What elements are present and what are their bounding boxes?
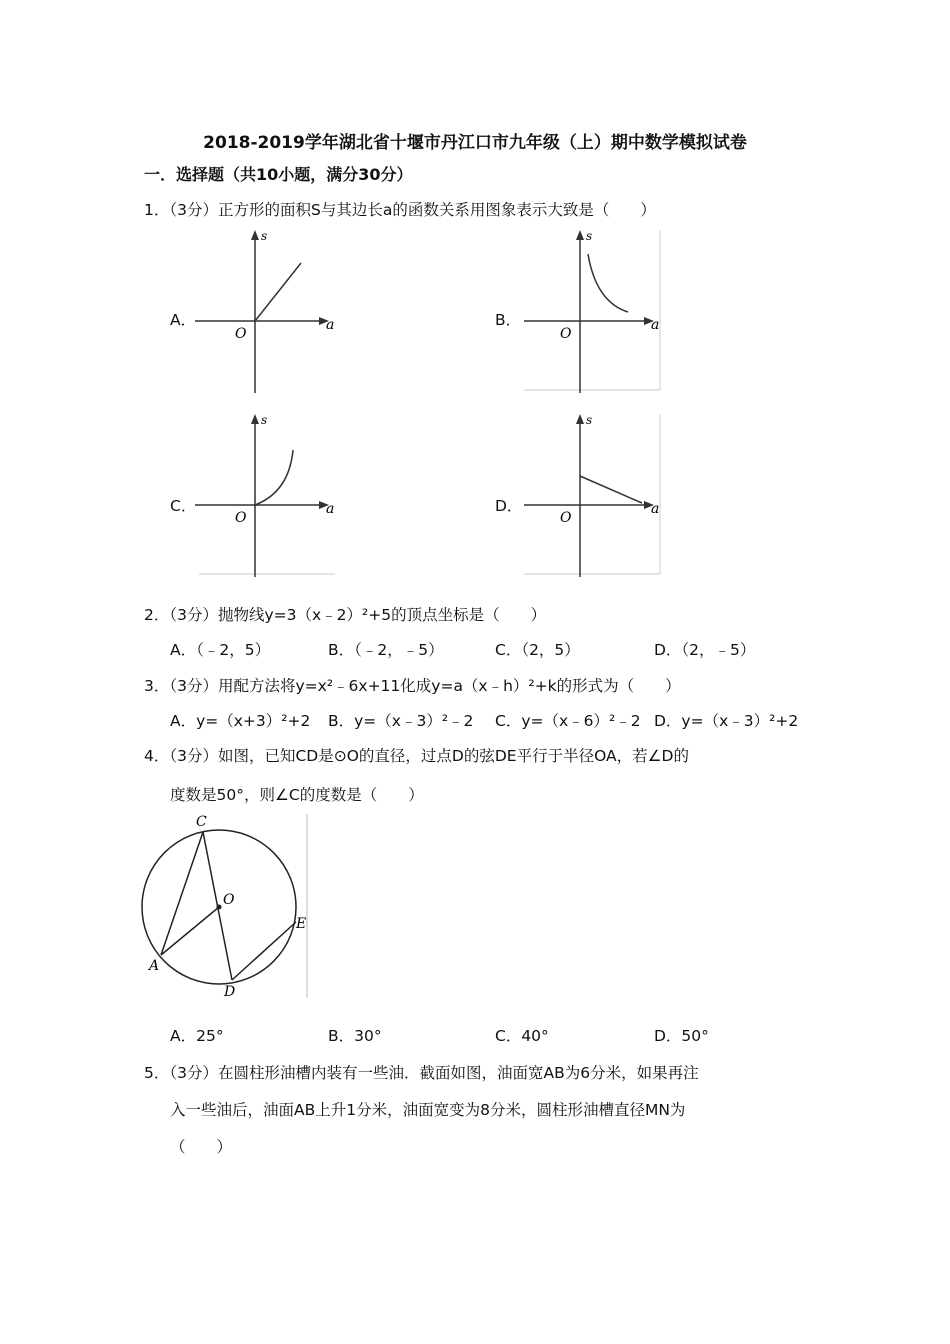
question-number: 2． [144,606,170,624]
y-axis-arrow-icon [251,230,259,240]
origin-label: O [560,510,572,526]
circle-figure [140,812,312,1002]
q2-option-b: B．（﹣2，﹣5） [328,641,444,659]
question-text: （3分）抛物线y=3（x﹣2）²+5的顶点坐标是（ ） [169,606,547,624]
question-5-line-3: （ ） [170,1138,233,1156]
question-4-line-2: 度数是50°，则∠C的度数是（ ） [170,786,424,804]
q2-option-c: C．（2，5） [495,641,580,659]
question-text: （3分）用配方法将y=x²﹣6x+11化成y=a（x﹣h）²+k的形式为（ ） [169,677,681,695]
question-number: 4． [144,747,170,765]
q4-option-c: C．40° [495,1027,549,1045]
function-curve [588,254,628,312]
q4-option-a: A．25° [170,1027,224,1045]
question-text-line-1: （3分）在圆柱形油槽内装有一些油．截面如图，油面宽AB为6分米，如果再注 [169,1064,699,1082]
q1-option-d-label: D． [495,497,523,515]
question-5-line-2: 入一些油后，油面AB上升1分米，油面宽变为8分米，圆柱形油槽直径MN为 [170,1101,686,1119]
function-curve [255,450,293,505]
graph-a [195,228,345,393]
a-label: a [651,501,660,517]
s-label: s [261,413,268,427]
page-title: 2018-2019学年湖北省十堰市丹江口市九年级（上）期中数学模拟试卷 [203,133,747,153]
center-point [217,905,222,910]
question-text: （3分）正方形的面积S与其边长a的函数关系用图象表示大致是（ ） [169,201,656,219]
a-label: a [326,317,335,333]
chord-de [232,922,296,980]
graph-b [520,228,670,393]
q1-option-b-label: B． [495,311,522,329]
q3-option-b: B．y=（x﹣3）²﹣2 [328,712,474,730]
question-4 [144,744,689,766]
q2-option-d: D．（2，﹣5） [654,641,756,659]
question-text-line-1: （3分）如图，已知CD是⊙O的直径，过点D的弦DE平行于半径OA，若∠D的 [169,747,689,765]
point-d-label: D [224,984,236,1000]
question-1 [144,198,656,220]
question-3 [144,674,681,696]
q4-option-d: D．50° [654,1027,709,1045]
point-c-label: C [196,814,207,830]
section-heading: 一．选择题（共10小题，满分30分） [144,165,413,184]
a-label: a [326,501,335,517]
question-number: 5． [144,1064,170,1082]
q1-option-c-label: C． [170,497,197,515]
q4-option-b: B．30° [328,1027,382,1045]
question-5 [144,1061,699,1083]
question-number: 3． [144,677,170,695]
function-curve [255,263,301,321]
y-axis-arrow-icon [576,414,584,424]
q3-option-a: A．y=（x+3）²+2 [170,712,311,730]
y-axis-arrow-icon [576,230,584,240]
function-curve [580,476,642,503]
s-label: s [586,413,593,427]
a-label: a [651,317,660,333]
point-e-label: E [296,916,307,932]
question-2 [144,603,546,625]
y-axis-arrow-icon [251,414,259,424]
q1-option-a-label: A． [170,311,197,329]
point-a-label: A [149,958,160,974]
origin-label: O [560,326,572,342]
graph-c [195,412,345,580]
s-label: s [586,229,593,243]
graph-d [520,412,670,580]
origin-label: O [235,326,247,342]
origin-label: O [235,510,247,526]
q2-option-a: A．（﹣2，5） [170,641,271,659]
point-o-label: O [223,892,235,908]
question-number: 1． [144,201,170,219]
q3-option-d: D．y=（x﹣3）²+2 [654,712,799,730]
s-label: s [261,229,268,243]
q3-option-c: C．y=（x﹣6）²﹣2 [495,712,641,730]
